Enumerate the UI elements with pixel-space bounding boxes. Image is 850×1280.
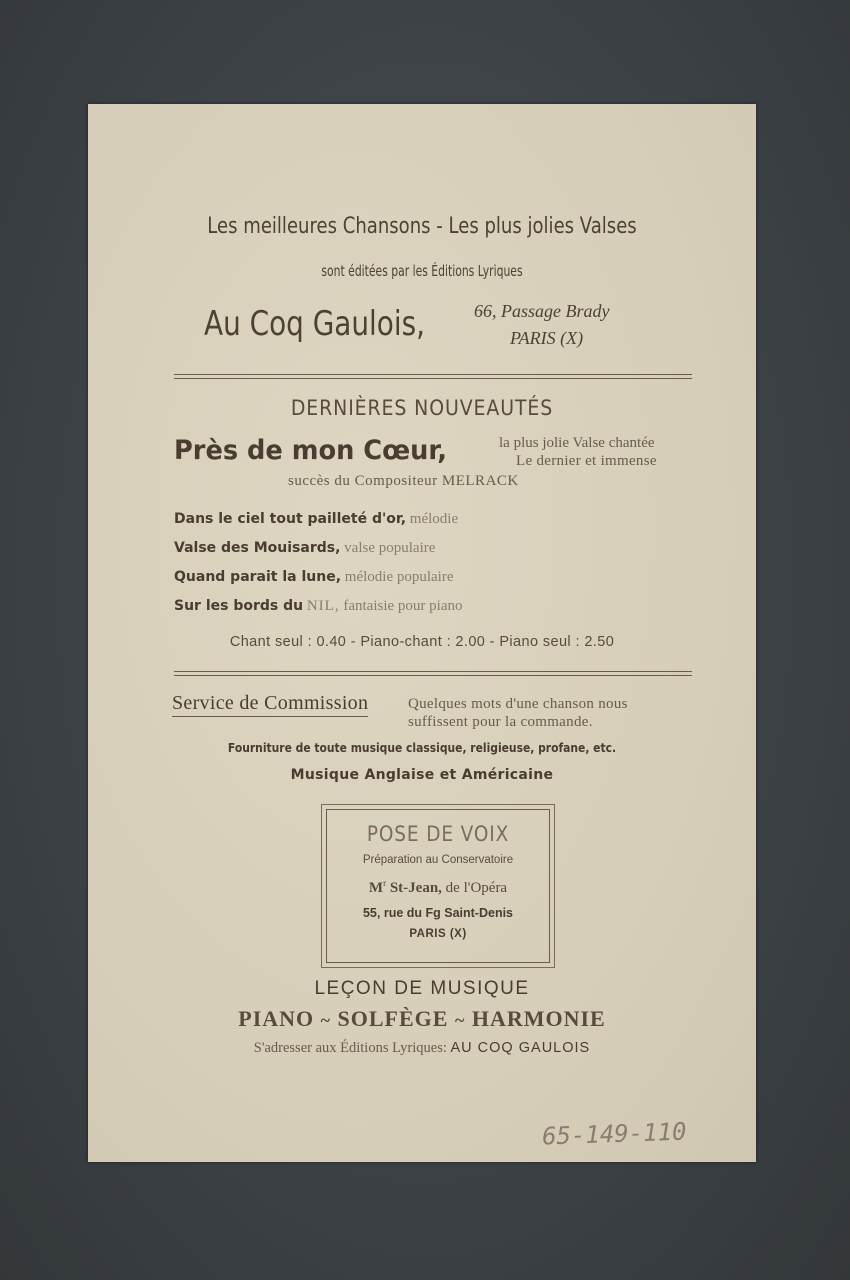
anglaise-line: Musique Anglaise et Américaine xyxy=(290,767,554,783)
pose-teacher xyxy=(327,878,549,897)
fourniture-line: Fourniture de toute musique classique, religieuse, profane, etc. xyxy=(227,740,617,755)
flourish-1-icon: ~ xyxy=(320,1010,332,1030)
song-1-kind: mélodie xyxy=(409,511,459,527)
song-2 xyxy=(174,540,435,557)
divider-top xyxy=(174,374,692,379)
featured-desc-2: Le dernier et immense xyxy=(516,453,657,469)
pose-teacher-sup: r xyxy=(383,878,387,888)
song-3-kind: mélodie populaire xyxy=(344,569,454,585)
song-4 xyxy=(174,598,462,615)
commission-desc-2: suffissent pour la commande. xyxy=(408,714,593,730)
divider-middle xyxy=(174,671,692,676)
brand-name: Au Coq Gaulois, xyxy=(204,304,425,344)
featured-song-title: Près de mon Cœur, xyxy=(174,435,448,466)
pose-subtitle: Préparation au Conservatoire xyxy=(362,854,514,866)
document-page xyxy=(88,104,756,1162)
lesson-subjects xyxy=(88,1006,756,1032)
featured-desc-1: la plus jolie Valse chantée xyxy=(499,435,655,451)
address-line-1: 66, Passage Brady xyxy=(474,301,610,321)
section-title: DERNIÈRES NOUVEAUTÉS xyxy=(290,396,554,420)
lesson-title: LEÇON DE MUSIQUE xyxy=(314,978,530,999)
pose-teacher-prefix: M xyxy=(368,880,384,896)
pose-title: POSE DE VOIX xyxy=(366,822,510,846)
song-2-title: Valse des Mouisards, xyxy=(174,540,341,556)
song-1 xyxy=(174,511,458,528)
song-3-title: Quand parait la lune, xyxy=(174,569,342,585)
subject-solfege: SOLFÈGE xyxy=(337,1006,449,1031)
song-2-kind: valse populaire xyxy=(344,540,436,556)
header-line-1: Les meilleures Chansons - Les plus jolies Valses xyxy=(207,214,637,239)
pose-teacher-name: St-Jean, xyxy=(386,880,442,896)
flourish-2-icon: ~ xyxy=(454,1010,466,1030)
pose-city: PARIS (X) xyxy=(409,928,467,940)
commission-title: Service de Commission xyxy=(172,692,368,717)
contact-text: S'adresser aux Éditions Lyriques: xyxy=(253,1040,447,1056)
contact-brand: AU COQ GAULOIS xyxy=(450,1040,591,1056)
song-4-extra: NIL, xyxy=(306,598,340,614)
song-3 xyxy=(174,569,454,586)
subject-piano: PIANO xyxy=(238,1006,315,1031)
song-1-title: Dans le ciel tout pailleté d'or, xyxy=(174,511,407,527)
pose-teacher-rest: de l'Opéra xyxy=(441,880,508,896)
header-line-2: sont éditées par les Éditions Lyriques xyxy=(321,262,523,280)
handwritten-catalog-number: 65-149-110 xyxy=(541,1117,687,1151)
song-4-kind: fantaisie pour piano xyxy=(343,598,463,614)
song-4-title: Sur les bords du xyxy=(174,598,304,614)
featured-desc-3: succès du Compositeur MELRACK xyxy=(288,473,519,489)
contact-line xyxy=(88,1040,756,1057)
subject-harmonie: HARMONIE xyxy=(471,1006,606,1031)
commission-desc-1: Quelques mots d'une chanson nous xyxy=(408,696,628,712)
price-list: Chant seul : 0.40 - Piano-chant : 2.00 - Piano seul : 2.50 xyxy=(229,634,615,650)
pose-de-voix-box xyxy=(326,809,550,963)
address-line-2: PARIS (X) xyxy=(510,328,584,348)
pose-address: 55, rue du Fg Saint-Denis xyxy=(362,906,514,920)
